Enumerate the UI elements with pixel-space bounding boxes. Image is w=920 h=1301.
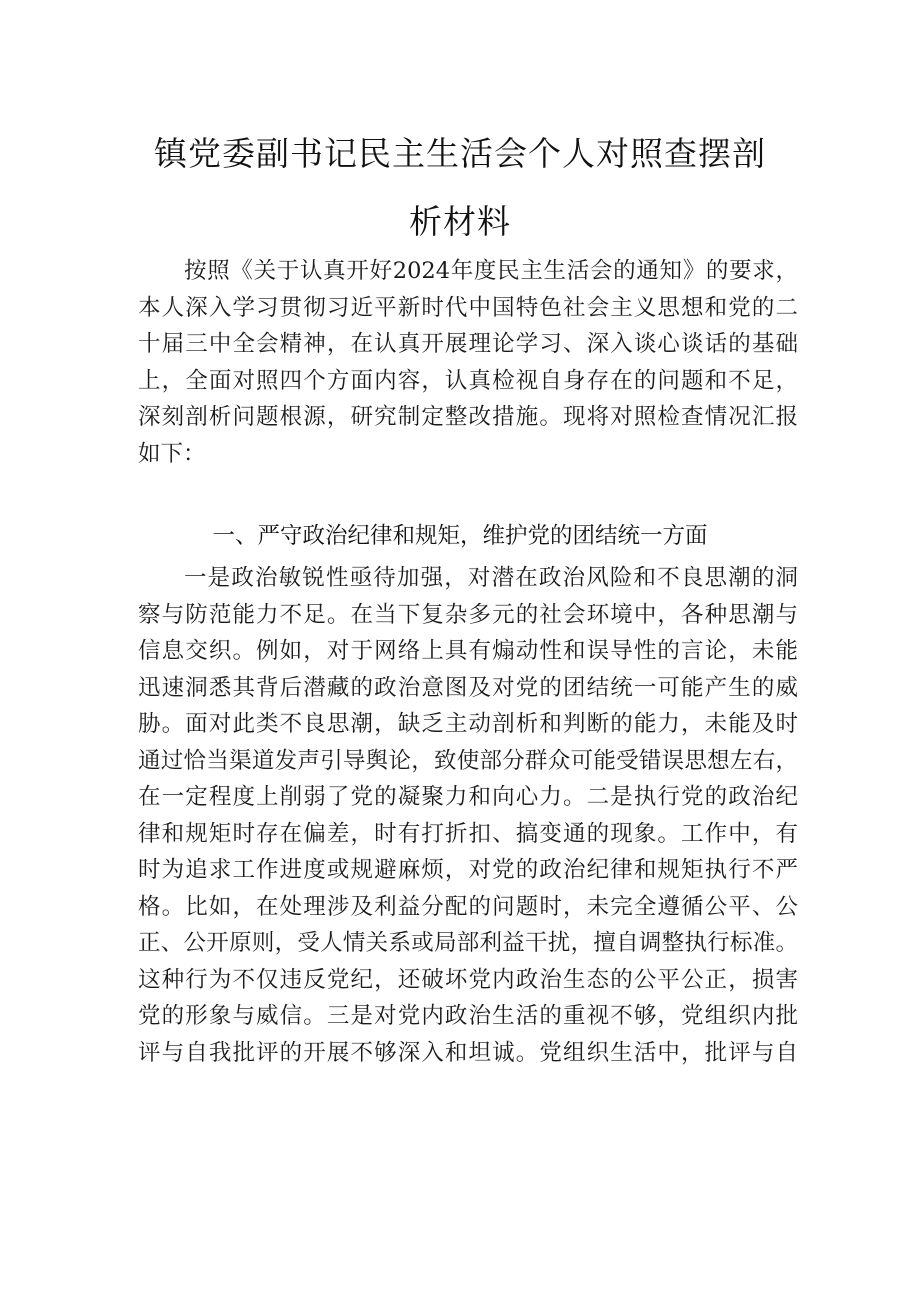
document-title-line-2: 析材料 bbox=[409, 202, 511, 241]
intro-paragraph bbox=[138, 253, 798, 472]
section-line: 评与自我批评的开展不够深入和坦诚。党组织生活中，批评与自 bbox=[138, 1039, 798, 1066]
intro-line: 上，全面对照四个方面内容，认真检视自身存在的问题和不足， bbox=[138, 367, 798, 394]
section-line: 一是政治敏锐性亟待加强，对潜在政治风险和不良思潮的洞 bbox=[184, 565, 798, 591]
intro-line: 如下： bbox=[138, 440, 206, 467]
intro-line: 深刻剖析问题根源，研究制定整改措施。现将对照检查情况汇报 bbox=[138, 404, 798, 430]
section-line: 这种行为不仅违反党纪，还破坏党内政治生态的公平公正，损害 bbox=[138, 966, 798, 993]
section-line: 胁。面对此类不良思潮，缺乏主动剖析和判断的能力，未能及时 bbox=[138, 711, 798, 737]
section-line: 在一定程度上削弱了党的凝聚力和向心力。二是执行党的政治纪 bbox=[138, 784, 798, 810]
section-line: 信息交织。例如，对于网络上具有煽动性和误导性的言论，未能 bbox=[138, 638, 798, 664]
section-line: 党的形象与威信。三是对党内政治生活的重视不够，党组织内批 bbox=[138, 1003, 798, 1029]
intro-line: 十届三中全会精神，在认真开展理论学习、深入谈心谈话的基础 bbox=[138, 331, 798, 357]
section-line: 格。比如，在处理涉及利益分配的问题时，未完全遵循公平、公 bbox=[138, 893, 798, 920]
section-line: 通过恰当渠道发声引导舆论，致使部分群众可能受错误思想左右， bbox=[138, 747, 798, 774]
intro-line: 按照《关于认真开好2024年度民主生活会的通知》的要求， bbox=[184, 258, 798, 284]
section-line: 时为追求工作进度或规避麻烦，对党的政治纪律和规矩执行不严 bbox=[138, 857, 798, 883]
section-heading: 一、严守政治纪律和规矩，维护党的团结统一方面 bbox=[212, 523, 708, 549]
section-line: 正、公开原则，受人情关系或局部利益干扰，擅自调整执行标准。 bbox=[138, 930, 798, 956]
section-line: 律和规矩时存在偏差，时有打折扣、搞变通的现象。工作中，有 bbox=[138, 820, 798, 847]
section-line: 迅速洞悉其背后潜藏的政治意图及对党的团结统一可能产生的威 bbox=[138, 674, 798, 701]
intro-line: 本人深入学习贯彻习近平新时代中国特色社会主义思想和党的二 bbox=[138, 294, 798, 321]
section-paragraph bbox=[138, 560, 798, 1071]
section-line: 察与防范能力不足。在当下复杂多元的社会环境中，各种思潮与 bbox=[138, 601, 798, 628]
document-title-line-1: 镇党委副书记民主生活会个人对照查摆剖 bbox=[154, 134, 766, 173]
